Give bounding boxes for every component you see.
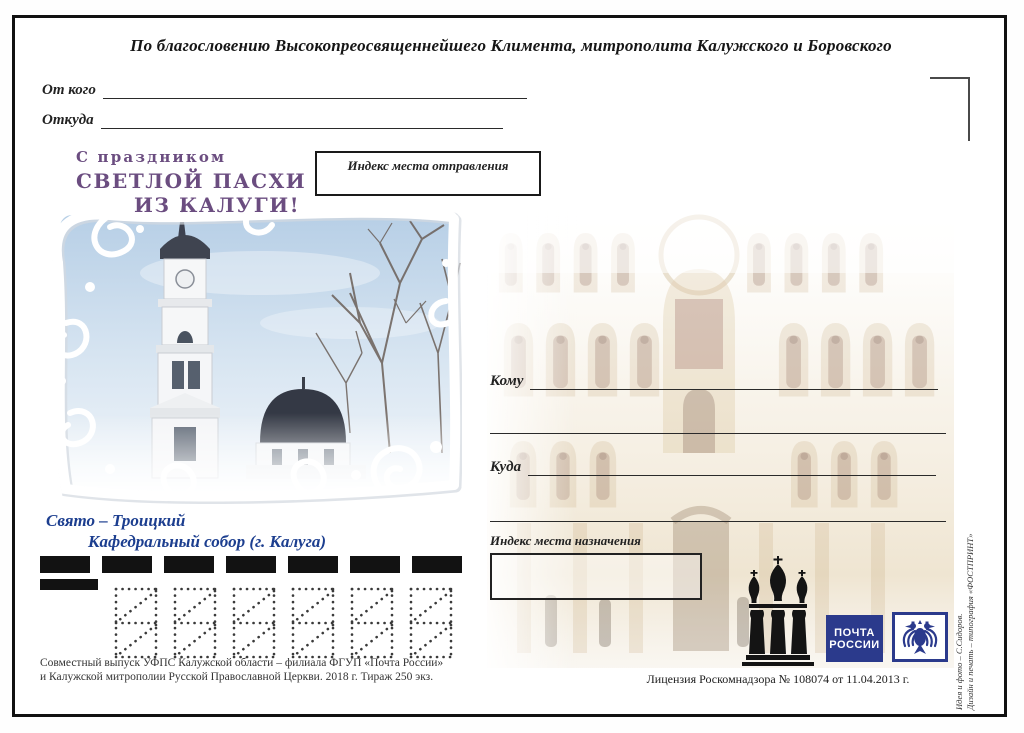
stencil-digit	[348, 585, 396, 661]
stamp-corner-mark	[930, 77, 970, 141]
greeting-line-1: С праздником	[76, 148, 227, 166]
from-who-row	[42, 82, 527, 99]
license-text: Лицензия Роскомнадзора № 108074 от 11.04.2013 г.	[646, 672, 910, 686]
postal-code-bars	[40, 556, 462, 573]
post-logo-line-1: ПОЧТА	[834, 626, 875, 639]
stencil-digit	[407, 585, 455, 661]
greeting-line-2: СВЕТЛОЙ ПАСХИ	[76, 169, 307, 193]
blessing-header: По благословению Высокопреосвященнейшего Климента, митрополита Калужского и Боровского	[130, 36, 892, 55]
from-where-writing-line	[101, 112, 503, 129]
cathedral-photo	[50, 203, 462, 507]
stencil-digit	[289, 585, 337, 661]
to-where-writing-line	[528, 459, 936, 476]
credits-line-1: Идея и фото – С.Сидоров.	[954, 613, 964, 710]
imprint-text	[40, 656, 443, 684]
code-bar	[412, 556, 462, 573]
postal-index-stencil	[112, 585, 455, 661]
stencil-digit	[171, 585, 219, 661]
photo-caption	[46, 510, 326, 552]
photo-caption-line-1: Свято – Троицкий	[46, 511, 186, 530]
russian-post-logo	[826, 615, 883, 662]
easter-greeting	[76, 148, 306, 217]
code-bar	[226, 556, 276, 573]
imprint-line-2: и Калужской митрополии Русской Православной Церкви. 2018 г. Тираж 250 экз.	[40, 671, 434, 683]
stencil-digit	[112, 585, 160, 661]
code-bar	[40, 556, 90, 573]
code-bar	[288, 556, 338, 573]
post-logo-line-2: РОССИИ	[829, 638, 880, 651]
photo-caption-line-2: Кафедральный собор (г. Калуга)	[88, 532, 327, 551]
cathedral-winter-photo-image	[50, 203, 462, 507]
origin-index-box	[315, 151, 541, 196]
from-where-row	[42, 112, 503, 129]
to-whom-row	[490, 373, 938, 390]
stencil-digit	[230, 585, 278, 661]
russian-post-eagle-icon	[892, 612, 948, 662]
postal-code-sub-bar	[40, 579, 98, 590]
to-whom-writing-line	[530, 373, 938, 390]
code-bar	[102, 556, 152, 573]
credits-line-2: Дизайн и печать – типография «ФОСТПРИНТ»	[964, 533, 975, 710]
greeting-line-3: ИЗ КАЛУГИ!	[134, 193, 301, 217]
address-writing-line	[490, 417, 946, 434]
destination-index-label: Индекс места назначения	[490, 533, 641, 548]
imprint-line-1: Совместный выпуск УФПС Калужской области – филиала ФГУП «Почта России»	[40, 657, 444, 669]
to-where-row	[490, 459, 936, 476]
to-where-label: Куда	[490, 459, 522, 475]
destination-index-box	[490, 553, 702, 600]
to-whom-label: Кому	[490, 373, 524, 389]
code-bar	[164, 556, 214, 573]
from-who-writing-line	[103, 82, 527, 99]
credits-vertical-text	[954, 514, 975, 710]
from-who-label: От кого	[42, 82, 96, 98]
church-silhouette-icon	[740, 556, 816, 668]
code-bar	[350, 556, 400, 573]
from-where-label: Откуда	[42, 112, 94, 128]
address-writing-line	[490, 505, 946, 522]
origin-index-label: Индекс места отправления	[347, 158, 509, 173]
